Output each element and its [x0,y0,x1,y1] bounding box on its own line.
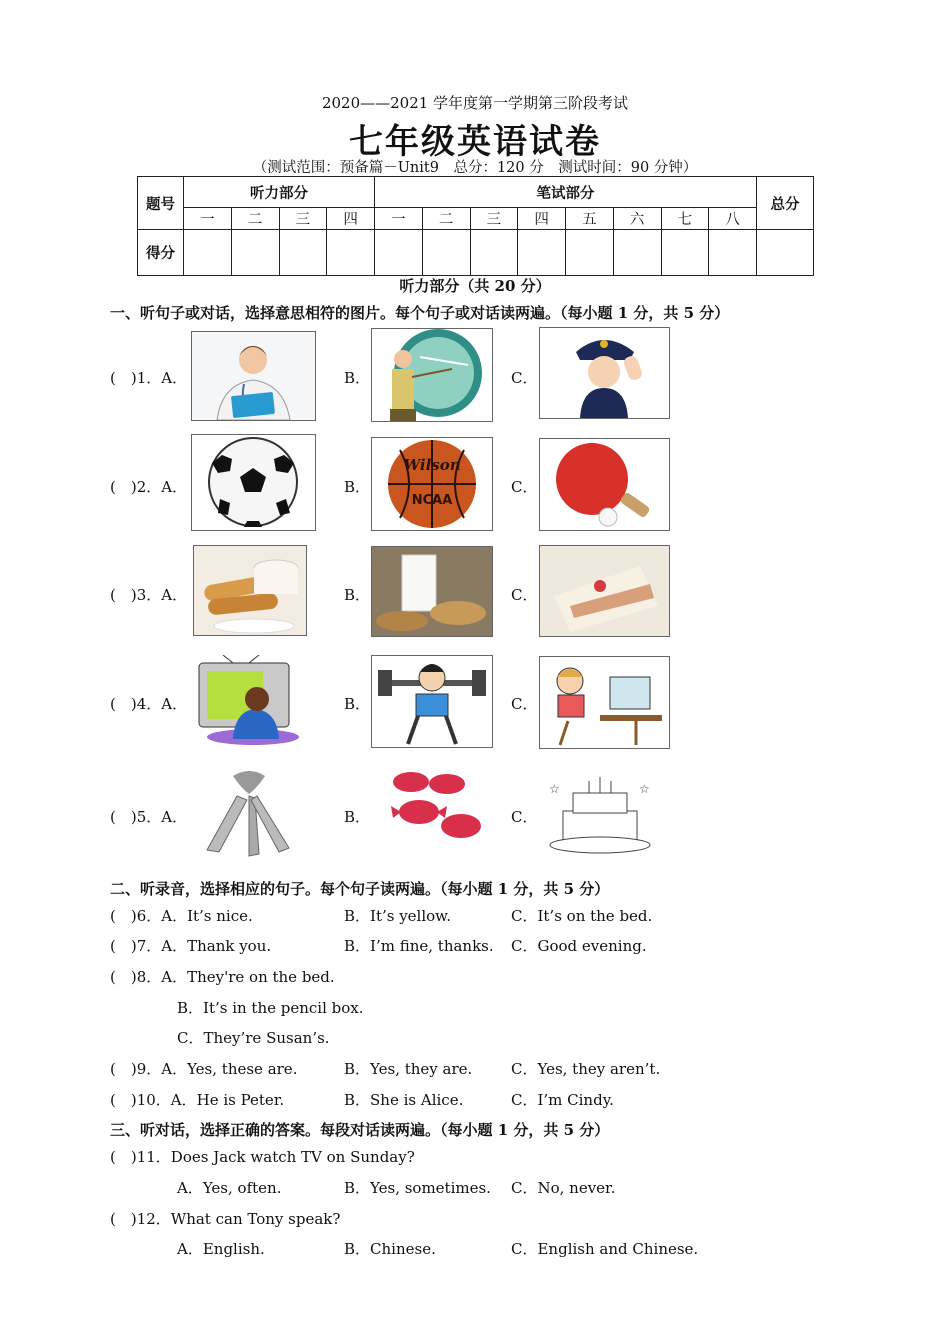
svg-text:☆: ☆ [639,782,650,796]
option-label: C． [511,478,538,496]
exam-scope: （测试范围：预备篇－Unit9 总分：120 分 测试时间：90 分钟） [252,160,698,176]
score-cell[interactable] [231,230,279,276]
listening-col: 一 [184,208,232,230]
fried-dough-and-soymilk-icon [193,545,307,636]
score-table [137,176,814,276]
option-b: B．I’m fine, thanks. [344,937,494,955]
option-c: C．Yes, they aren’t. [511,1060,661,1078]
watching-tv-icon [193,655,305,746]
listening-col: 三 [279,208,327,230]
score-cell[interactable] [613,230,661,276]
option-label: B． [344,808,371,826]
option-a: A．English. [177,1240,265,1258]
writing-col: 七 [661,208,709,230]
question-number: ( )3．A． [110,586,188,604]
option-a: A．Yes, often. [177,1179,282,1197]
option-label: B． [344,478,371,496]
option-c: C．I’m Cindy. [511,1091,614,1109]
question-number: ( )5．A． [110,808,188,826]
score-cell[interactable] [327,230,375,276]
writing-col: 六 [613,208,661,230]
ping-pong-paddle-icon [539,438,670,531]
basketball-icon [371,437,493,531]
listening-col: 二 [231,208,279,230]
option-b: B．It’s yellow. [344,907,452,925]
score-cell[interactable] [661,230,709,276]
question-number: ( )2．A． [110,478,188,496]
option-label: C． [511,369,538,387]
teacher-icon [371,328,493,422]
question-number: ( )10．A．He is Peter. [110,1091,285,1109]
writing-col: 四 [518,208,566,230]
total-score-cell[interactable] [757,230,814,276]
birthday-cake-icon [539,771,661,857]
police-officer-icon [539,327,670,419]
score-cell[interactable] [375,230,423,276]
score-cell[interactable] [566,230,614,276]
writing-col: 一 [375,208,423,230]
writing-col: 八 [709,208,757,230]
question-stem: ( )12．What can Tony speak? [110,1210,341,1228]
svg-text:NCAA: NCAA [411,493,453,508]
listening-header: 听力部分 [184,177,375,208]
option-b: B．It’s in the pencil box. [177,999,364,1017]
question-number: ( )6．A．It’s nice. [110,907,253,925]
doctor-icon [191,331,316,421]
question-number: ( )9．A．Yes, these are. [110,1060,298,1078]
option-b: B．Yes, they are. [344,1060,473,1078]
question-number: ( )1．A． [110,369,188,387]
svg-text:☆: ☆ [549,782,560,796]
row-label-number: 题号 [138,177,184,230]
question-number: ( )4．A． [110,695,188,713]
svg-text:Wilson: Wilson [403,456,461,474]
option-label: B． [344,586,371,604]
writing-col: 三 [470,208,518,230]
listening-section-title: 听力部分（共 20 分） [399,277,551,295]
part2-heading: 二、听录音，选择相应的句子。每个句子读两遍。（每小题 1 分，共 5 分） [110,880,610,898]
listening-col: 四 [327,208,375,230]
score-cell[interactable] [518,230,566,276]
exam-title: 七年级英语试卷 [349,122,601,162]
row-label-score: 得分 [138,230,184,276]
option-label: B． [344,369,371,387]
writing-header: 笔试部分 [375,177,757,208]
option-b: B．Chinese. [344,1240,436,1258]
cake-slice-icon [539,545,670,637]
option-b: B．She is Alice. [344,1091,464,1109]
score-cell[interactable] [470,230,518,276]
milk-and-bread-icon [371,546,493,637]
option-label: C． [511,808,538,826]
score-cell[interactable] [279,230,327,276]
option-label: C． [511,586,538,604]
option-c: C．Good evening. [511,937,647,955]
option-b: B．Yes, sometimes. [344,1179,491,1197]
question-number: ( )7．A．Thank you. [110,937,272,955]
carrots-icon [193,766,305,858]
score-cell[interactable] [184,230,232,276]
option-c: C．It’s on the bed. [511,907,653,925]
question-stem: ( )11．Does Jack watch TV on Sunday? [110,1148,415,1166]
score-cell[interactable] [709,230,757,276]
option-c: C．English and Chinese. [511,1240,699,1258]
school-year-heading: 2020——2021 学年度第一学期第三阶段考试 [321,94,629,112]
option-label: B． [344,695,371,713]
option-c: C．No, never. [511,1179,616,1197]
option-label: C． [511,695,538,713]
question-number: ( )8．A．They're on the bed. [110,968,335,986]
score-cell[interactable] [422,230,470,276]
lifting-weights-icon [371,655,493,748]
writing-col: 二 [422,208,470,230]
soccer-ball-icon [191,434,316,531]
candies-icon [371,766,491,858]
option-c: C．They’re Susan’s. [177,1029,330,1047]
part1-heading: 一、听句子或对话，选择意思相符的图片。每个句子或对话读两遍。（每小题 1 分，共 5 分） [110,304,730,322]
writing-col: 五 [566,208,614,230]
using-computer-icon [539,656,670,749]
total-header: 总分 [757,177,814,230]
part3-heading: 三、听对话，选择正确的答案。每段对话读两遍。（每小题 1 分，共 5 分） [110,1121,610,1139]
